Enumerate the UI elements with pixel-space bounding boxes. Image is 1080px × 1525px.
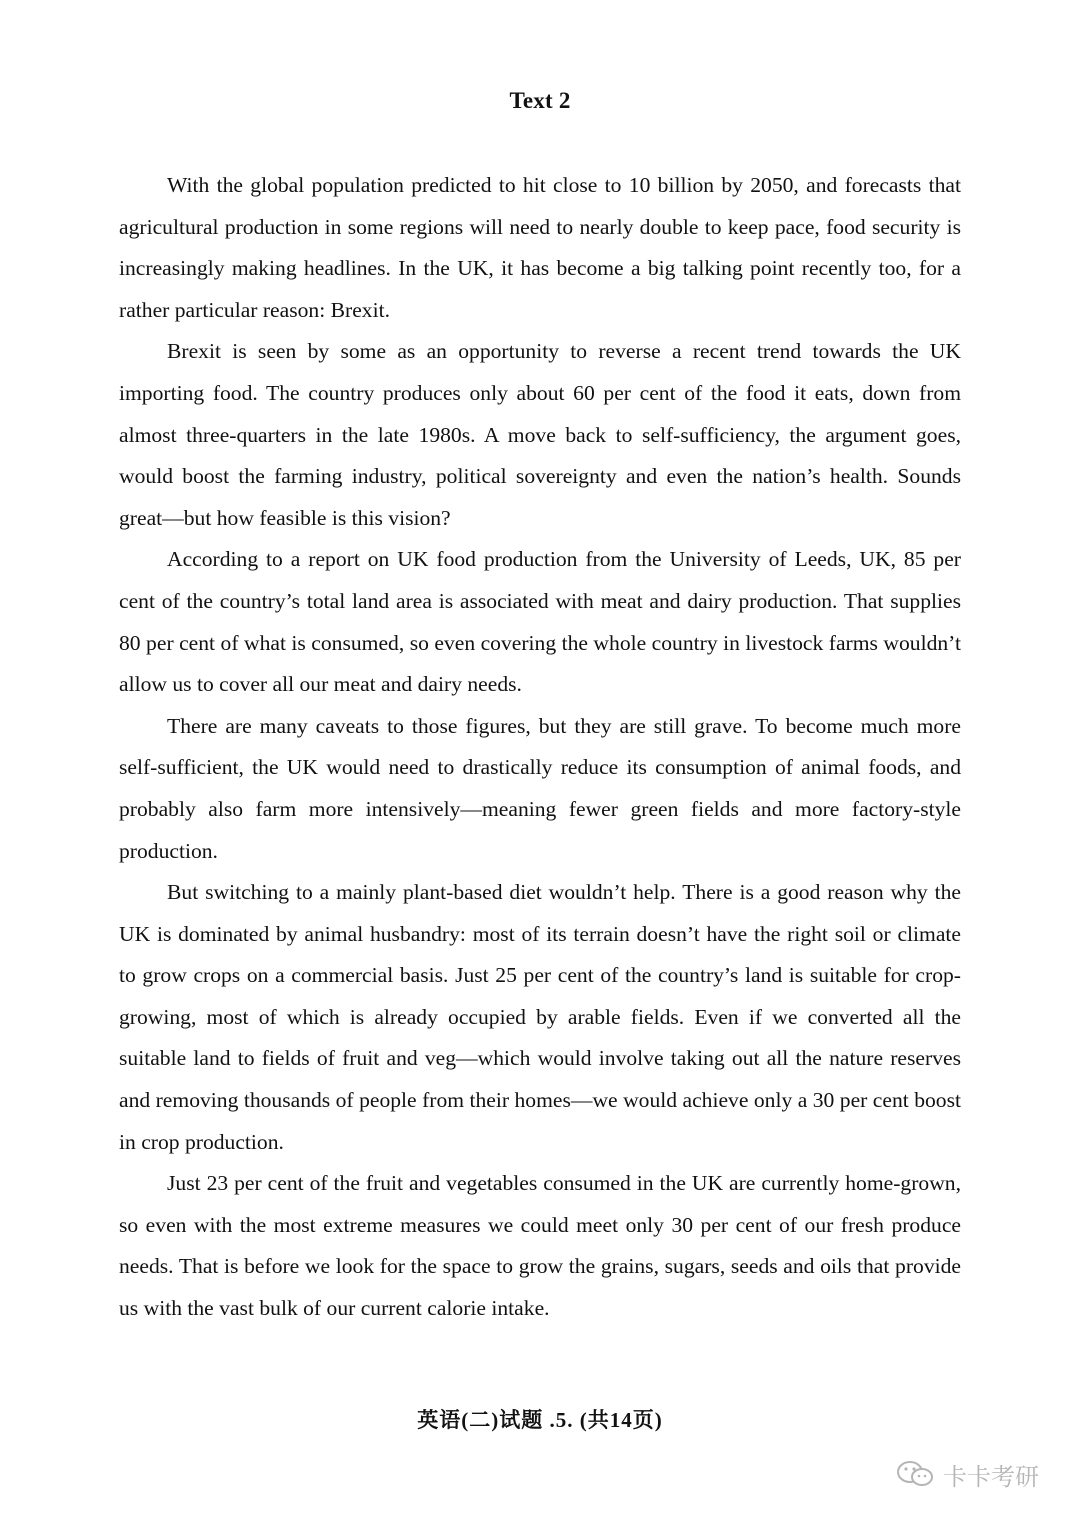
passage-body <box>119 165 961 1330</box>
paragraph-5: But switching to a mainly plant-based diet wouldn’t help. There is a good reason why the UK is dominated by animal husbandry: most of its terrain doesn’t have the right soil or climate to grow crops on a commercial basis. Just 25 per cent of the country’s land is suitable for crop-growing, most of which is already occupied by arable fields. Even if we converted all the suitable land to fields of fruit and veg—which would involve taking out all the nature reserves and removing thousands of people from their homes—we would achieve only a 30 per cent boost in crop production. <box>119 880 961 1154</box>
paragraph-6: Just 23 per cent of the fruit and vegetables consumed in the UK are currently home-grown, so even with the most extreme measures we could meet only 30 per cent of our fresh produce needs. That is before we look for the space to grow the grains, sugars, seeds and oils that provide us with the vast bulk of our current calorie intake. <box>119 1171 961 1321</box>
wechat-icon <box>895 1459 935 1489</box>
page-footer: 英语(二)试题 .5. (共14页) <box>417 1408 663 1432</box>
watermark <box>895 1456 1039 1492</box>
paragraph-1: With the global population predicted to hit close to 10 billion by 2050, and forecasts that agricultural production in some regions will need to nearly double to keep pace, food security is increasingly making headlines. In the UK, it has become a big talking point recently too, for a rather particular reason: Brexit. <box>119 173 961 322</box>
paragraph-2: Brexit is seen by some as an opportunity to reverse a recent trend towards the UK importing food. The country produces only about 60 per cent of the food it eats, down from almost three-quarters in the late 1980s. A move back to self-sufficiency, the argument goes, would boost the farming industry, political sovereignty and even the nation’s health. Sounds great—but how feasible is this vision? <box>119 339 961 530</box>
page-title: Text 2 <box>509 88 571 113</box>
paragraph-3: According to a report on UK food production from the University of Leeds, UK, 85 per cent of the country’s total land area is associated with meat and dairy production. That supplies 80 per cent of what is consumed, so even covering the whole country in livestock farms wouldn’t allow us to cover all our meat and dairy needs. <box>119 547 961 697</box>
paragraph-4: There are many caveats to those figures, but they are still grave. To become much more self-sufficient, the UK would need to drastically reduce its consumption of animal foods, and probably also farm more intensively—meaning fewer green fields and more factory-style production. <box>119 713 961 863</box>
watermark-text: 卡卡考研 <box>943 1462 1039 1491</box>
